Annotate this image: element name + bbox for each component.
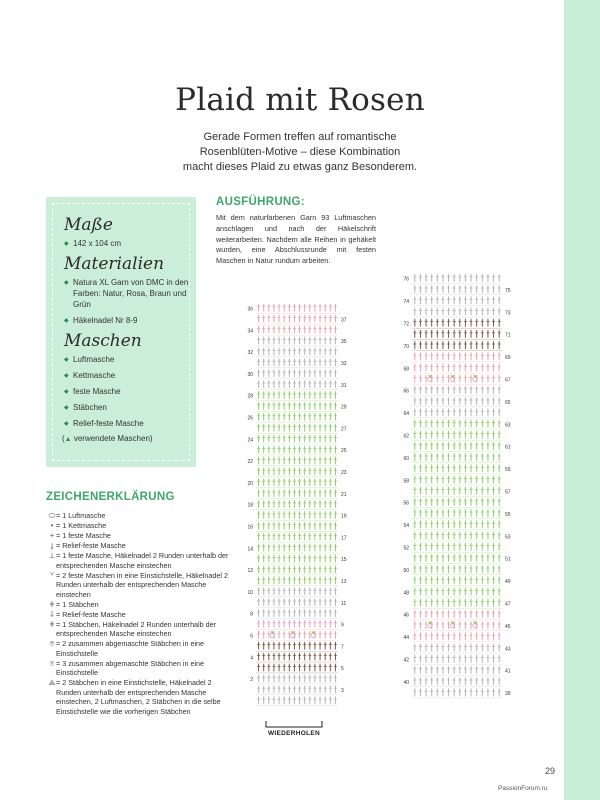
legend-item — [46, 531, 236, 541]
legend-item — [46, 551, 236, 570]
legend-text: = 3 zusammen abgemaschte Stäbchen in eine Einstichstelle — [56, 658, 205, 677]
materialien-heading: Materialien — [64, 254, 165, 274]
triangle-icon: ▲ — [64, 436, 72, 443]
row-number-label: 14 — [247, 546, 253, 553]
row-number-label: 2 — [250, 677, 253, 684]
row-number-label: 36 — [247, 306, 253, 313]
legend-item — [46, 610, 236, 620]
row-number-label: 16 — [247, 524, 253, 531]
legend-item — [46, 521, 236, 531]
crochet-chart-left — [240, 296, 352, 716]
row-number-label: 4 — [250, 655, 253, 662]
chart-left-svg — [240, 296, 352, 716]
legend-text: = 1 Luftmasche — [56, 511, 106, 520]
stitch-item: ◆ Stäbchen — [64, 403, 107, 412]
legend-text: = 1 Stäbchen, Häkelnadel 2 Runden unterhalb der entsprechenden Masche einstechen — [56, 619, 217, 638]
stitch-item: ◆ feste Masche — [64, 387, 121, 396]
row-number-label: 58 — [403, 478, 409, 485]
row-number-label: 57 — [505, 489, 511, 496]
watermark: PassionForum.ru — [498, 785, 548, 792]
row-number-label: 61 — [505, 444, 511, 451]
row-number-label: 59 — [505, 467, 511, 474]
repeat-label: WIEDERHOLEN — [262, 721, 326, 737]
bullet-icon: ◆ — [64, 280, 69, 286]
row-number-label: 7 — [341, 644, 344, 651]
row-number-label: 15 — [341, 557, 347, 564]
row-number-label: 51 — [505, 556, 511, 563]
row-number-label: 28 — [247, 393, 253, 400]
legend-heading: ZEICHENERKLÄRUNG — [46, 491, 175, 503]
row-number-label: 11 — [341, 600, 347, 607]
row-number-label: 42 — [403, 657, 409, 664]
material-item: ◆ Häkelnadel Nr 8-9 — [64, 316, 138, 325]
row-number-label: 26 — [247, 415, 253, 422]
crochet-chart-right — [396, 266, 516, 706]
masse-heading: Maße — [64, 215, 113, 235]
row-number-label: 60 — [403, 455, 409, 462]
masse-value: ◆ 142 x 104 cm — [64, 239, 122, 248]
legend-item — [46, 678, 236, 716]
row-number-label: 31 — [341, 382, 347, 389]
row-number-label: 47 — [505, 601, 511, 608]
bullet-icon: ◆ — [64, 373, 69, 379]
page-title: Plaid mit Rosen — [175, 82, 425, 118]
subtitle-line: macht dieses Plaid zu etwas ganz Besonderem. — [182, 161, 418, 173]
row-number-label: 67 — [505, 377, 511, 384]
legend-text: = 1 feste Masche — [56, 531, 111, 540]
bullet-icon: ◆ — [64, 357, 69, 363]
bullet-icon: ◆ — [64, 405, 69, 411]
legend-item — [46, 659, 236, 678]
row-number-label: 63 — [505, 422, 511, 429]
stitch-symbol-icon: ɟ — [50, 541, 54, 550]
row-number-label: 48 — [403, 590, 409, 597]
row-number-label: 54 — [403, 523, 409, 530]
row-number-label: 33 — [341, 361, 347, 368]
row-number-label: 10 — [247, 589, 253, 596]
row-number-label: 52 — [403, 545, 409, 552]
stitch-item: ◆ Kettmasche — [64, 371, 116, 380]
legend-text: = 2 zusammen abgemaschte Stäbchen in eine Einstichstelle — [56, 639, 205, 658]
legend-item — [46, 600, 236, 610]
row-number-label: 39 — [505, 691, 511, 698]
row-number-label: 17 — [341, 535, 347, 542]
row-number-label: 13 — [341, 579, 347, 586]
row-number-label: 53 — [505, 534, 511, 541]
stitch-symbol-icon: ⟂ — [49, 551, 55, 560]
row-number-label: 73 — [505, 310, 511, 317]
stitch-symbol-icon: ǂ — [49, 599, 55, 609]
legend-item — [46, 511, 236, 521]
row-number-label: 27 — [341, 426, 347, 433]
maschen-heading: Maschen — [64, 331, 142, 351]
row-number-label: 20 — [247, 480, 253, 487]
row-number-label: 66 — [403, 388, 409, 395]
row-number-label: 25 — [341, 448, 347, 455]
material-item: ◆ Natura XL Garn von DMC in den Farben: Natur, Rosa, Braun und Grün — [64, 278, 189, 309]
bullet-icon: ◆ — [64, 241, 69, 247]
row-number-label: 56 — [403, 500, 409, 507]
stitch-symbol-icon: ⱽ — [50, 570, 54, 580]
materials-info-box — [46, 197, 196, 467]
row-number-label: 43 — [505, 646, 511, 653]
stitch-symbol-icon: ⬭ — [48, 511, 56, 520]
legend-text: = 2 Stäbchen in eine Einstichstelle, Häkelnadel 2 Runden unterhalb der entsprechenden Masche einstechen, 2 Luftmaschen, 2 Stäbchen in die selbe Einstichstelle wie die vorherigen Stäbchen — [56, 678, 221, 716]
row-number-label: 34 — [247, 328, 253, 335]
row-number-label: 41 — [505, 668, 511, 675]
row-number-label: 69 — [505, 355, 511, 362]
row-number-label: 65 — [505, 399, 511, 406]
row-number-label: 24 — [247, 437, 253, 444]
row-number-label: 70 — [403, 343, 409, 350]
row-number-label: 32 — [247, 350, 253, 357]
row-number-label: 45 — [505, 623, 511, 630]
row-number-label: 9 — [341, 622, 344, 629]
stitch-symbol-icon: + — [49, 531, 55, 540]
chart-right-svg — [396, 266, 516, 706]
row-number-label: 71 — [505, 332, 511, 339]
row-number-label: 62 — [403, 433, 409, 440]
stitch-symbol-icon: ǂ — [49, 619, 55, 629]
legend-item — [46, 571, 236, 600]
row-number-label: 8 — [250, 611, 253, 618]
legend-text: = 1 feste Masche, Häkelnadel 2 Runden unterhalb der entsprechenden Masche einstechen — [56, 551, 229, 570]
stitch-symbol-icon: ⌾ — [49, 658, 55, 668]
legend-item — [46, 541, 236, 551]
row-number-label: 35 — [341, 339, 347, 346]
legend-text: = Relief-feste Masche — [56, 541, 126, 550]
row-number-label: 3 — [341, 688, 344, 695]
row-number-label: 30 — [247, 371, 253, 378]
row-number-label: 22 — [247, 459, 253, 466]
ausfuehrung-heading: AUSFÜHRUNG: — [216, 196, 305, 208]
subtitle-line: Gerade Formen treffen auf romantische — [203, 131, 397, 143]
row-number-label: 44 — [403, 635, 409, 642]
row-number-label: 23 — [341, 470, 347, 477]
row-number-label: 12 — [247, 568, 253, 575]
legend-item — [46, 620, 236, 639]
bullet-icon: ◆ — [64, 421, 69, 427]
legend-text: = 1 Kettmasche — [56, 521, 107, 530]
stitch-symbol-icon: ⸸ — [50, 609, 54, 619]
stitch-symbol-icon: ⟁ — [48, 678, 56, 687]
subtitle-line: Rosenblüten-Motive – diese Kombination — [199, 146, 401, 158]
legend-text: = Relief-feste Masche — [56, 609, 126, 619]
row-number-label: 19 — [341, 513, 347, 520]
bullet-icon: ◆ — [64, 389, 69, 395]
row-number-label: 6 — [250, 633, 253, 640]
row-number-label: 68 — [403, 366, 409, 373]
repeat-bracket-icon — [262, 721, 326, 729]
row-number-label: 18 — [247, 502, 253, 509]
row-number-label: 40 — [403, 679, 409, 686]
stitch-symbol-icon: ⍟ — [49, 639, 55, 648]
legend-text: = 1 Stäbchen — [56, 599, 99, 609]
row-number-label: 64 — [403, 411, 409, 418]
row-number-label: 55 — [505, 511, 511, 518]
row-number-label: 50 — [403, 567, 409, 574]
row-number-label: 75 — [505, 287, 511, 294]
legend-item — [46, 639, 236, 658]
page-number: 29 — [545, 766, 556, 776]
row-number-label: 5 — [341, 666, 344, 673]
row-number-label: 49 — [505, 579, 511, 586]
row-number-label: 74 — [403, 299, 409, 306]
row-number-label: 21 — [341, 491, 347, 498]
row-number-label: 29 — [341, 404, 347, 411]
legend-text: = 2 feste Maschen in eine Einstichstelle, Häkelnadel 2 Runden unterhalb der entsprechenden Masche einstechen — [56, 570, 229, 599]
row-number-label: 46 — [403, 612, 409, 619]
stitch-note: (▲ verwendete Maschen) — [62, 434, 153, 443]
page-subtitle — [140, 130, 460, 175]
stitch-item: ◆ Luftmasche — [64, 355, 115, 364]
row-number-label: 72 — [403, 321, 409, 328]
stitch-symbol-icon: • — [50, 521, 54, 530]
row-number-label: 37 — [341, 317, 347, 324]
bullet-icon: ◆ — [64, 318, 69, 324]
stitch-item: ◆ Relief-feste Masche — [64, 419, 144, 428]
ausfuehrung-text: Mit dem naturfarbenen Garn 93 Luftmaschen anschlagen und nach der Häkelschrift weiterarbeiten. Nachdem alle Reihen in gehäkelt wurden, eine Abschlussrunde mit festen Maschen in Natur rundum arbeiten. — [216, 213, 376, 266]
row-number-label: 76 — [403, 276, 409, 283]
side-color-strip — [564, 0, 600, 800]
